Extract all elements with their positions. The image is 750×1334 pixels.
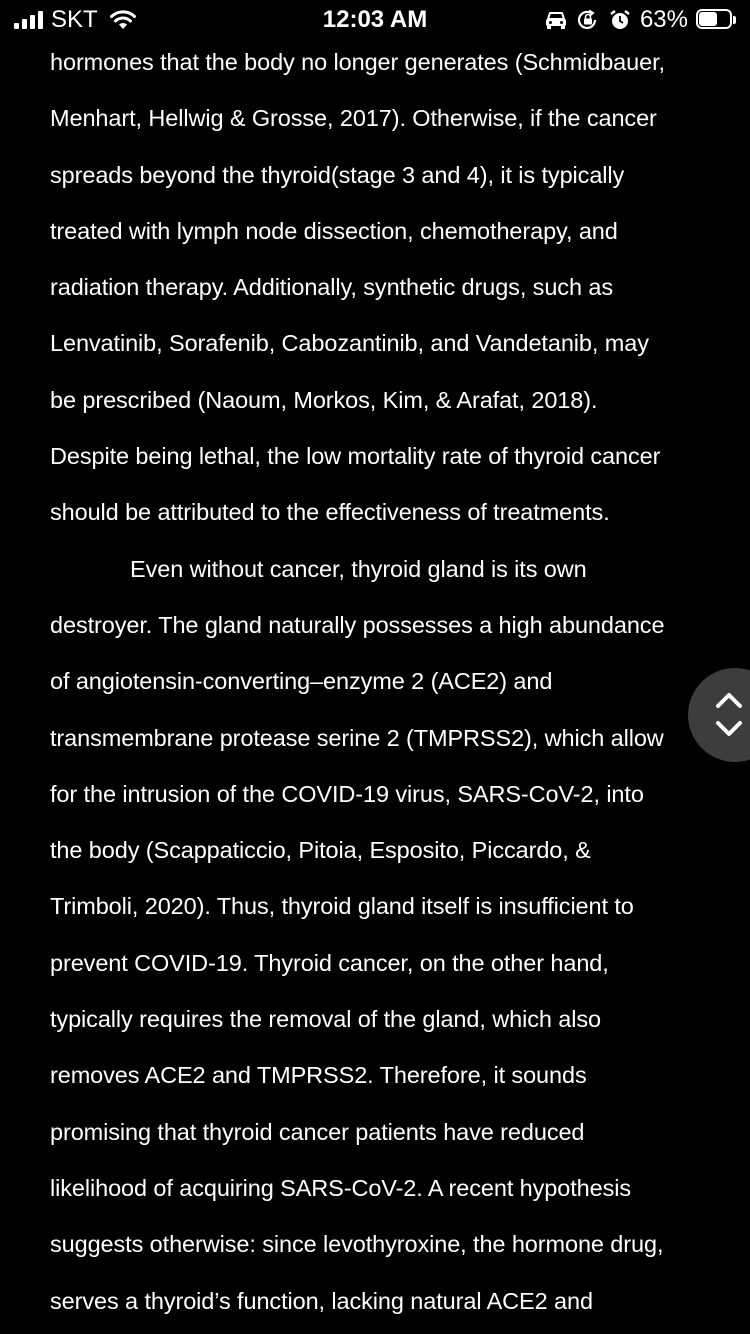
status-time: 12:03 AM: [322, 6, 428, 33]
text-line: radiation therapy. Additionally, synthetic drugs, such as: [50, 274, 613, 301]
status-bar-right: [544, 6, 738, 34]
text-line: Menhart, Hellwig & Grosse, 2017). Otherwise, if the cancer: [50, 105, 657, 132]
text-line: destroyer. The gland naturally possesses a high abundance: [50, 611, 665, 638]
orientation-lock-icon: [576, 9, 600, 31]
alarm-icon: [608, 9, 632, 31]
text-line: spreads beyond the thyroid(stage 3 and 4), it is typically: [50, 161, 625, 188]
carrier-name: SKT: [51, 6, 98, 33]
text-line: Lenvatinib, Sorafenib, Cabozantinib, and Vandetanib, may: [50, 330, 649, 357]
chevron-down-icon[interactable]: [714, 719, 744, 741]
battery-icon: [696, 9, 738, 31]
text-line: Even without cancer, thyroid gland is its own: [130, 555, 587, 582]
text-line: hormones that the body no longer generates (Schmidbauer,: [50, 49, 665, 75]
text-line: the body (Scappaticcio, Pitoia, Esposito, Piccardo, &: [50, 837, 591, 864]
text-line: promising that thyroid cancer patients have reduced: [50, 1118, 585, 1145]
text-line: serves a thyroid’s function, lacking natural ACE2 and: [50, 1287, 593, 1314]
battery-percent: 63%: [639, 6, 688, 33]
text-line: of angiotensin-converting–enzyme 2 (ACE2) and: [50, 668, 553, 695]
text-line: suggests otherwise: since levothyroxine, the hormone drug,: [50, 1231, 664, 1258]
text-line: transmembrane protease serine 2 (TMPRSS2), which allow: [50, 724, 664, 751]
text-line: likelihood of acquiring SARS-CoV-2. A recent hypothesis: [50, 1174, 632, 1201]
text-line: typically requires the removal of the gland, which also: [50, 1006, 601, 1033]
text-line: prevent COVID-19. Thyroid cancer, on the other hand,: [50, 949, 609, 976]
text-line: should be attributed to the effectiveness of treatments.: [50, 499, 610, 526]
text-line: Despite being lethal, the low mortality rate of thyroid cancer: [50, 443, 661, 470]
document-body: [50, 34, 750, 1329]
text-line: be prescribed (Naoum, Morkos, Kim, & Arafat, 2018).: [50, 386, 598, 413]
text-line: treated with lymph node dissection, chemotherapy, and: [50, 217, 618, 244]
chevron-up-icon[interactable]: [714, 688, 744, 710]
text-line: Trimboli, 2020). Thus, thyroid gland itself is insufficient to: [50, 893, 634, 920]
car-icon: [544, 9, 568, 31]
text-line: for the intrusion of the COVID-19 virus, SARS-CoV-2, into: [50, 780, 644, 807]
text-line: removes ACE2 and TMPRSS2. Therefore, it sounds: [50, 1062, 587, 1089]
